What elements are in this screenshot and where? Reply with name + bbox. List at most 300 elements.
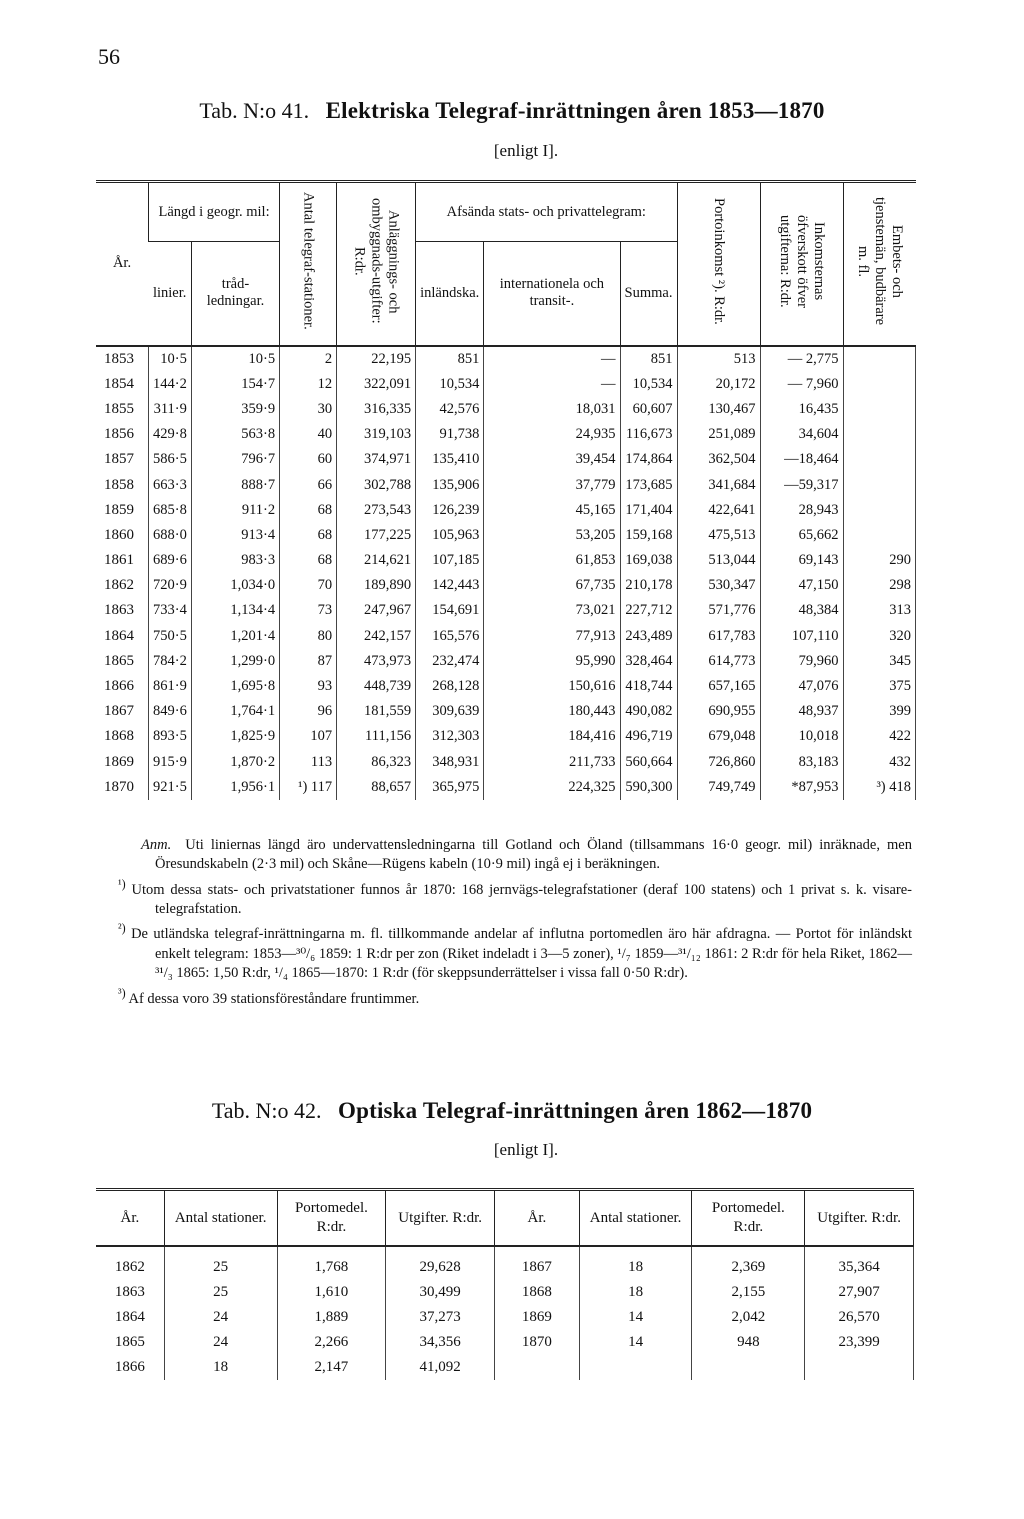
table-cell: 888·7 [191, 472, 279, 497]
table-cell: 690,955 [677, 699, 760, 724]
table-cell: 1865 [114, 1334, 145, 1350]
table-row [96, 750, 916, 775]
table-cell: 2,266 [277, 1330, 386, 1355]
table-cell: 1870 [104, 778, 134, 795]
table-cell [692, 1355, 805, 1380]
table-cell: 189,890 [337, 573, 416, 598]
table-cell: 60 [280, 447, 337, 472]
table-cell: 177,225 [337, 523, 416, 548]
table-cell: 80 [280, 624, 337, 649]
table-cell: 1854 [104, 375, 134, 392]
table-cell: 107 [280, 724, 337, 749]
table-42-title [0, 1098, 1024, 1124]
table-cell: 67,735 [484, 573, 620, 598]
table-cell: 374,971 [337, 447, 416, 472]
table-cell: 23,399 [805, 1330, 914, 1355]
table-row [96, 573, 916, 598]
table-cell: 214,621 [337, 548, 416, 573]
col-domestic: inländska. [416, 242, 484, 346]
col-lines: linier. [149, 242, 192, 346]
table-cell: 10·5 [191, 346, 279, 372]
table-cell: 28,943 [760, 498, 843, 523]
table-cell: 1866 [104, 678, 134, 695]
table-cell: 726,860 [677, 750, 760, 775]
col-officials: Embets- och tjenstemän, budbärare m. fl. [843, 182, 916, 346]
table-cell: 211,733 [484, 750, 620, 775]
table-cell: 2,369 [692, 1246, 805, 1280]
table-cell: 448,739 [337, 674, 416, 699]
table-41-title [0, 98, 1024, 124]
table-cell: 87 [280, 649, 337, 674]
table-cell: 2,155 [692, 1280, 805, 1305]
table-cell: 1855 [104, 400, 134, 417]
col42-year-b: År. [495, 1190, 580, 1247]
table-cell: 30,499 [386, 1280, 495, 1305]
table-cell: 24 [164, 1305, 277, 1330]
table-cell: 29,628 [386, 1246, 495, 1280]
table-cell: 37,273 [386, 1305, 495, 1330]
table-41-heading: Elektriska Telegraf-inrättningen åren 1853—1870 [325, 98, 825, 123]
table-cell: 83,183 [760, 750, 843, 775]
table-cell [843, 372, 916, 397]
table-cell: 16,435 [760, 397, 843, 422]
table-row [96, 1330, 914, 1355]
table-cell: 1862 [114, 1259, 145, 1275]
table-row [96, 523, 916, 548]
table-cell: 10,534 [620, 372, 677, 397]
table-cell: 107,110 [760, 624, 843, 649]
table-cell: 73 [280, 598, 337, 623]
table-cell: 95,990 [484, 649, 620, 674]
table-cell: 273,543 [337, 498, 416, 523]
table-cell: 65,662 [760, 523, 843, 548]
table-cell: 227,712 [620, 598, 677, 623]
table-row [96, 346, 916, 372]
table-cell: 590,300 [620, 775, 677, 800]
table-41-label: Tab. N:o 41. [199, 98, 310, 123]
table-cell: 107,185 [416, 548, 484, 573]
col42-postage-b: Portomedel. R:dr. [692, 1190, 805, 1247]
table-cell: 750·5 [149, 624, 192, 649]
table-cell: 66 [280, 472, 337, 497]
table-cell: 1,610 [277, 1280, 386, 1305]
table-row [96, 699, 916, 724]
table-cell: 184,416 [484, 724, 620, 749]
table-cell: 298 [843, 573, 916, 598]
table-cell: 22,195 [337, 346, 416, 372]
table-cell: 1,034·0 [191, 573, 279, 598]
table-cell: 154,691 [416, 598, 484, 623]
table-cell: 1862 [104, 577, 134, 594]
table-cell: 86,323 [337, 750, 416, 775]
table-row [96, 447, 916, 472]
note-2-text: De utländska telegraf-inrättningarna m. fl. tillkommande andelar af influtna portomedlen äro här afdragna. — Portot för inländskt enkelt telegram: 1853—³⁰/₆ 1859: 1 R:dr per zon (Riket indeladt i 3—5 zoner), ¹/₇ 1859—³¹/₁₂ 1861: 2 R:dr för hela Riket, 1862—³¹/₃ 1865: 1,50 R:dr, ¹/₄ 1865—1870: 1 R:dr (för skeppsunderrättelser i vissa fall 0·50 R:dr). [131, 926, 913, 982]
table-cell: 135,906 [416, 472, 484, 497]
table-cell: 313 [843, 598, 916, 623]
table-cell: 242,157 [337, 624, 416, 649]
table-cell: 24 [164, 1330, 277, 1355]
table-cell: 2 [280, 346, 337, 372]
table-cell: 1864 [114, 1309, 145, 1325]
table-cell: 18,031 [484, 397, 620, 422]
col-sent-group: Afsända stats- och privattelegram: [416, 182, 677, 242]
table-cell: 70 [280, 573, 337, 598]
table-cell: 10,018 [760, 724, 843, 749]
table-cell: 150,616 [484, 674, 620, 699]
note-1-mark: ¹) [118, 876, 126, 891]
table-cell: 422,641 [677, 498, 760, 523]
page-number: 56 [98, 44, 120, 69]
table-cell: 48,384 [760, 598, 843, 623]
table-cell: 61,853 [484, 548, 620, 573]
table-cell: 20,172 [677, 372, 760, 397]
table-cell: 24,935 [484, 422, 620, 447]
table-cell: 68 [280, 548, 337, 573]
table-cell: 689·6 [149, 548, 192, 573]
table-cell: 784·2 [149, 649, 192, 674]
col42-year: År. [120, 1209, 140, 1226]
table-row [96, 598, 916, 623]
table-cell: 893·5 [149, 724, 192, 749]
table-cell: 319,103 [337, 422, 416, 447]
table-cell: 849·6 [149, 699, 192, 724]
table-cell: 657,165 [677, 674, 760, 699]
table-cell: 105,963 [416, 523, 484, 548]
table-cell: 2,042 [692, 1305, 805, 1330]
table-row [96, 498, 916, 523]
table-cell: 1859 [104, 501, 134, 518]
table-row [96, 422, 916, 447]
table-cell: 1867 [104, 703, 134, 720]
table-cell: 268,128 [416, 674, 484, 699]
table-cell: 1,870·2 [191, 750, 279, 775]
table-cell: 1869 [104, 753, 134, 770]
table-cell: 429·8 [149, 422, 192, 447]
table-cell: 180,443 [484, 699, 620, 724]
table-cell: 586·5 [149, 447, 192, 472]
table-cell: 42,576 [416, 397, 484, 422]
table-cell: 10·5 [149, 346, 192, 372]
table-cell: 60,607 [620, 397, 677, 422]
table-cell: 679,048 [677, 724, 760, 749]
table-cell: 1866 [114, 1359, 145, 1375]
table-cell: 1870 [495, 1330, 580, 1355]
table-cell: 1,768 [277, 1246, 386, 1280]
table-cell: 851 [416, 346, 484, 372]
table-cell: 375 [843, 674, 916, 699]
table-cell: 348,931 [416, 750, 484, 775]
table-cell: 473,973 [337, 649, 416, 674]
table-cell: 490,082 [620, 699, 677, 724]
table-cell: 247,967 [337, 598, 416, 623]
table-cell [805, 1355, 914, 1380]
table-cell: 14 [579, 1330, 692, 1355]
table-cell: 2,147 [277, 1355, 386, 1380]
table-42-subtitle: [enligt I]. [493, 1140, 559, 1159]
table-cell: 12 [280, 372, 337, 397]
table-cell: 720·9 [149, 573, 192, 598]
table-41-subtitle: [enligt I]. [493, 141, 559, 160]
table-cell: 88,657 [337, 775, 416, 800]
footnotes [118, 836, 912, 1009]
table-cell: 73,021 [484, 598, 620, 623]
table-cell: 316,335 [337, 397, 416, 422]
table-row [96, 624, 916, 649]
table-cell: 685·8 [149, 498, 192, 523]
table-cell: 1,299·0 [191, 649, 279, 674]
col-construction: Anläggnings- och ombyggnads-utgifter: R:dr. [337, 182, 416, 346]
table-row [96, 1280, 914, 1305]
table-cell: 1856 [104, 426, 134, 443]
table-cell: 18 [164, 1355, 277, 1380]
col42-postage: Portomedel. R:dr. [277, 1190, 386, 1247]
table-cell: — 2,775 [760, 346, 843, 372]
table-cell: 432 [843, 750, 916, 775]
anm-text: Uti liniernas längd äro undervattensledningarna till Gotland och Öland (tillsammans 16·0 geogr. mil) inräknade, men Öresundskabeln (2·3 mil) och Skåne—Rügens kabeln (10·9 mil) ingå ej i beräkningen. [155, 837, 912, 873]
table-cell: 91,738 [416, 422, 484, 447]
col-postage: Portoinkomst ²). R:dr. [677, 182, 760, 346]
table-cell: ³) 418 [843, 775, 916, 800]
table-cell: 96 [280, 699, 337, 724]
table-cell: 911·2 [191, 498, 279, 523]
table-cell: 749,749 [677, 775, 760, 800]
table-cell: 513 [677, 346, 760, 372]
col42-expenses: Utgifter. R:dr. [386, 1190, 495, 1247]
table-cell: 35,364 [805, 1246, 914, 1280]
table-cell: 53,205 [484, 523, 620, 548]
table-cell [843, 447, 916, 472]
table-cell: 399 [843, 699, 916, 724]
table-cell: 144·2 [149, 372, 192, 397]
table-cell: 79,960 [760, 649, 843, 674]
table-cell: 116,673 [620, 422, 677, 447]
table-cell: 513,044 [677, 548, 760, 573]
table-cell: 181,559 [337, 699, 416, 724]
table-cell: 563·8 [191, 422, 279, 447]
table-cell: —18,464 [760, 447, 843, 472]
table-cell: 69,143 [760, 548, 843, 573]
table-cell: 37,779 [484, 472, 620, 497]
table-cell: 302,788 [337, 472, 416, 497]
table-cell: 341,684 [677, 472, 760, 497]
table-cell: 130,467 [677, 397, 760, 422]
table-cell: 41,092 [386, 1355, 495, 1380]
note-1-text: Utom dessa stats- och privatstationer funnos år 1870: 168 jernvägs-telegrafstationer (deraf 100 statens) och 1 privat s. k. visare-telegrafstation. [131, 881, 912, 918]
table-cell: — [484, 346, 620, 372]
table-cell: 1,134·4 [191, 598, 279, 623]
table-cell: 39,454 [484, 447, 620, 472]
table-cell: 26,570 [805, 1305, 914, 1330]
table-cell: 173,685 [620, 472, 677, 497]
anm-label: Anm. [141, 837, 172, 853]
col-length-group: Längd i geogr. mil: [149, 182, 280, 242]
table-cell: 251,089 [677, 422, 760, 447]
table-cell: ¹) 117 [280, 775, 337, 800]
table-cell: 614,773 [677, 649, 760, 674]
table-cell [843, 472, 916, 497]
table-cell: 560,664 [620, 750, 677, 775]
table-row [96, 397, 916, 422]
table-cell: 948 [692, 1330, 805, 1355]
table-row [96, 1246, 914, 1280]
table-cell: 135,410 [416, 447, 484, 472]
table-cell: *87,953 [760, 775, 843, 800]
table-cell: 165,576 [416, 624, 484, 649]
table-42-label: Tab. N:o 42. [211, 1098, 322, 1123]
note-3-text: Af dessa voro 39 stationsföreståndare fruntimmer. [128, 990, 420, 1007]
table-cell: 47,076 [760, 674, 843, 699]
table-cell: 169,038 [620, 548, 677, 573]
table-cell: 171,404 [620, 498, 677, 523]
table-cell: 290 [843, 548, 916, 573]
table-cell: 224,325 [484, 775, 620, 800]
table-cell [843, 346, 916, 372]
table-row [96, 372, 916, 397]
table-cell: 617,783 [677, 624, 760, 649]
table-row [96, 548, 916, 573]
table-cell: 126,239 [416, 498, 484, 523]
table-cell: — 7,960 [760, 372, 843, 397]
table-cell: 159,168 [620, 523, 677, 548]
table-cell: 1867 [495, 1246, 580, 1280]
table-cell: 1,889 [277, 1305, 386, 1330]
table-cell: 210,178 [620, 573, 677, 598]
table-cell: 345 [843, 649, 916, 674]
table-cell: 1,764·1 [191, 699, 279, 724]
table-cell: 530,347 [677, 573, 760, 598]
col42-stations-b: Antal stationer. [579, 1190, 692, 1247]
table-cell: 14 [579, 1305, 692, 1330]
table-cell: 1865 [104, 652, 134, 669]
table-cell: 1863 [114, 1284, 145, 1300]
table-cell: 77,913 [484, 624, 620, 649]
table-cell: 1,201·4 [191, 624, 279, 649]
note-2-mark: ²) [118, 921, 126, 936]
table-row [96, 1355, 914, 1380]
table-cell: 1863 [104, 602, 134, 619]
table-cell: 113 [280, 750, 337, 775]
table-cell: 1,825·9 [191, 724, 279, 749]
table-42-body [96, 1246, 914, 1380]
col-surplus: Inkomsternas öfverskott öfver utgifterna: R:dr. [760, 182, 843, 346]
table-cell: 733·4 [149, 598, 192, 623]
table-cell: 418,744 [620, 674, 677, 699]
table-cell [579, 1355, 692, 1380]
table-cell: 243,489 [620, 624, 677, 649]
table-cell: 18 [579, 1246, 692, 1280]
table-cell: 311·9 [149, 397, 192, 422]
table-cell: 34,356 [386, 1330, 495, 1355]
table-cell: 10,534 [416, 372, 484, 397]
optical-telegraph-table-42 [96, 1188, 914, 1380]
table-cell [843, 422, 916, 447]
table-cell: 93 [280, 674, 337, 699]
table-cell: 328,464 [620, 649, 677, 674]
table-cell: 851 [620, 346, 677, 372]
table-cell: — [484, 372, 620, 397]
table-cell: 30 [280, 397, 337, 422]
table-cell: 68 [280, 498, 337, 523]
table-cell: 45,165 [484, 498, 620, 523]
table-cell: 25 [164, 1246, 277, 1280]
table-cell: 915·9 [149, 750, 192, 775]
table-cell: 40 [280, 422, 337, 447]
table-cell: 921·5 [149, 775, 192, 800]
col-wire: tråd-ledningar. [191, 242, 279, 346]
telegraph-table-41 [96, 180, 916, 800]
table-cell: 154·7 [191, 372, 279, 397]
table-cell: 362,504 [677, 447, 760, 472]
table-42-heading: Optiska Telegraf-inrättningen åren 1862—1870 [338, 1098, 813, 1123]
table-row [96, 649, 916, 674]
col-international: internationela och transit-. [484, 242, 620, 346]
table-cell: 232,474 [416, 649, 484, 674]
table-cell [843, 523, 916, 548]
table-cell: 1868 [104, 728, 134, 745]
table-cell: 861·9 [149, 674, 192, 699]
table-cell: 320 [843, 624, 916, 649]
table-cell: 796·7 [191, 447, 279, 472]
table-cell [495, 1355, 580, 1380]
table-row [96, 775, 916, 800]
table-cell: 422 [843, 724, 916, 749]
table-cell: 322,091 [337, 372, 416, 397]
table-cell: 1869 [495, 1305, 580, 1330]
table-cell: 47,150 [760, 573, 843, 598]
table-cell: 1853 [104, 350, 134, 367]
col-year: År. [112, 255, 132, 272]
table-cell [843, 397, 916, 422]
col-sum: Summa. [620, 242, 677, 346]
col-stations: Antal telegraf-stationer. [280, 182, 337, 346]
table-cell: 309,639 [416, 699, 484, 724]
table-41-body [96, 346, 916, 800]
col42-stations: Antal stationer. [164, 1190, 277, 1247]
table-cell: 27,907 [805, 1280, 914, 1305]
table-cell: —59,317 [760, 472, 843, 497]
table-cell: 1864 [104, 627, 134, 644]
table-row [96, 674, 916, 699]
table-cell: 983·3 [191, 548, 279, 573]
table-cell: 1,695·8 [191, 674, 279, 699]
table-cell: 1857 [104, 451, 134, 468]
table-cell: 913·4 [191, 523, 279, 548]
table-cell [843, 498, 916, 523]
table-cell: 1860 [104, 526, 134, 543]
table-cell: 365,975 [416, 775, 484, 800]
table-cell: 48,937 [760, 699, 843, 724]
table-cell: 1861 [104, 552, 134, 569]
table-row [96, 472, 916, 497]
table-cell: 663·3 [149, 472, 192, 497]
table-cell: 312,303 [416, 724, 484, 749]
table-cell: 475,513 [677, 523, 760, 548]
table-row [96, 724, 916, 749]
table-row [96, 1305, 914, 1330]
table-cell: 142,443 [416, 573, 484, 598]
table-cell: 1858 [104, 476, 134, 493]
table-cell: 34,604 [760, 422, 843, 447]
col42-expenses-b: Utgifter. R:dr. [805, 1190, 914, 1247]
table-cell: 68 [280, 523, 337, 548]
table-cell: 25 [164, 1280, 277, 1305]
table-cell: 1868 [495, 1280, 580, 1305]
table-cell: 1,956·1 [191, 775, 279, 800]
table-cell: 571,776 [677, 598, 760, 623]
table-cell: 359·9 [191, 397, 279, 422]
table-cell: 18 [579, 1280, 692, 1305]
table-cell: 174,864 [620, 447, 677, 472]
